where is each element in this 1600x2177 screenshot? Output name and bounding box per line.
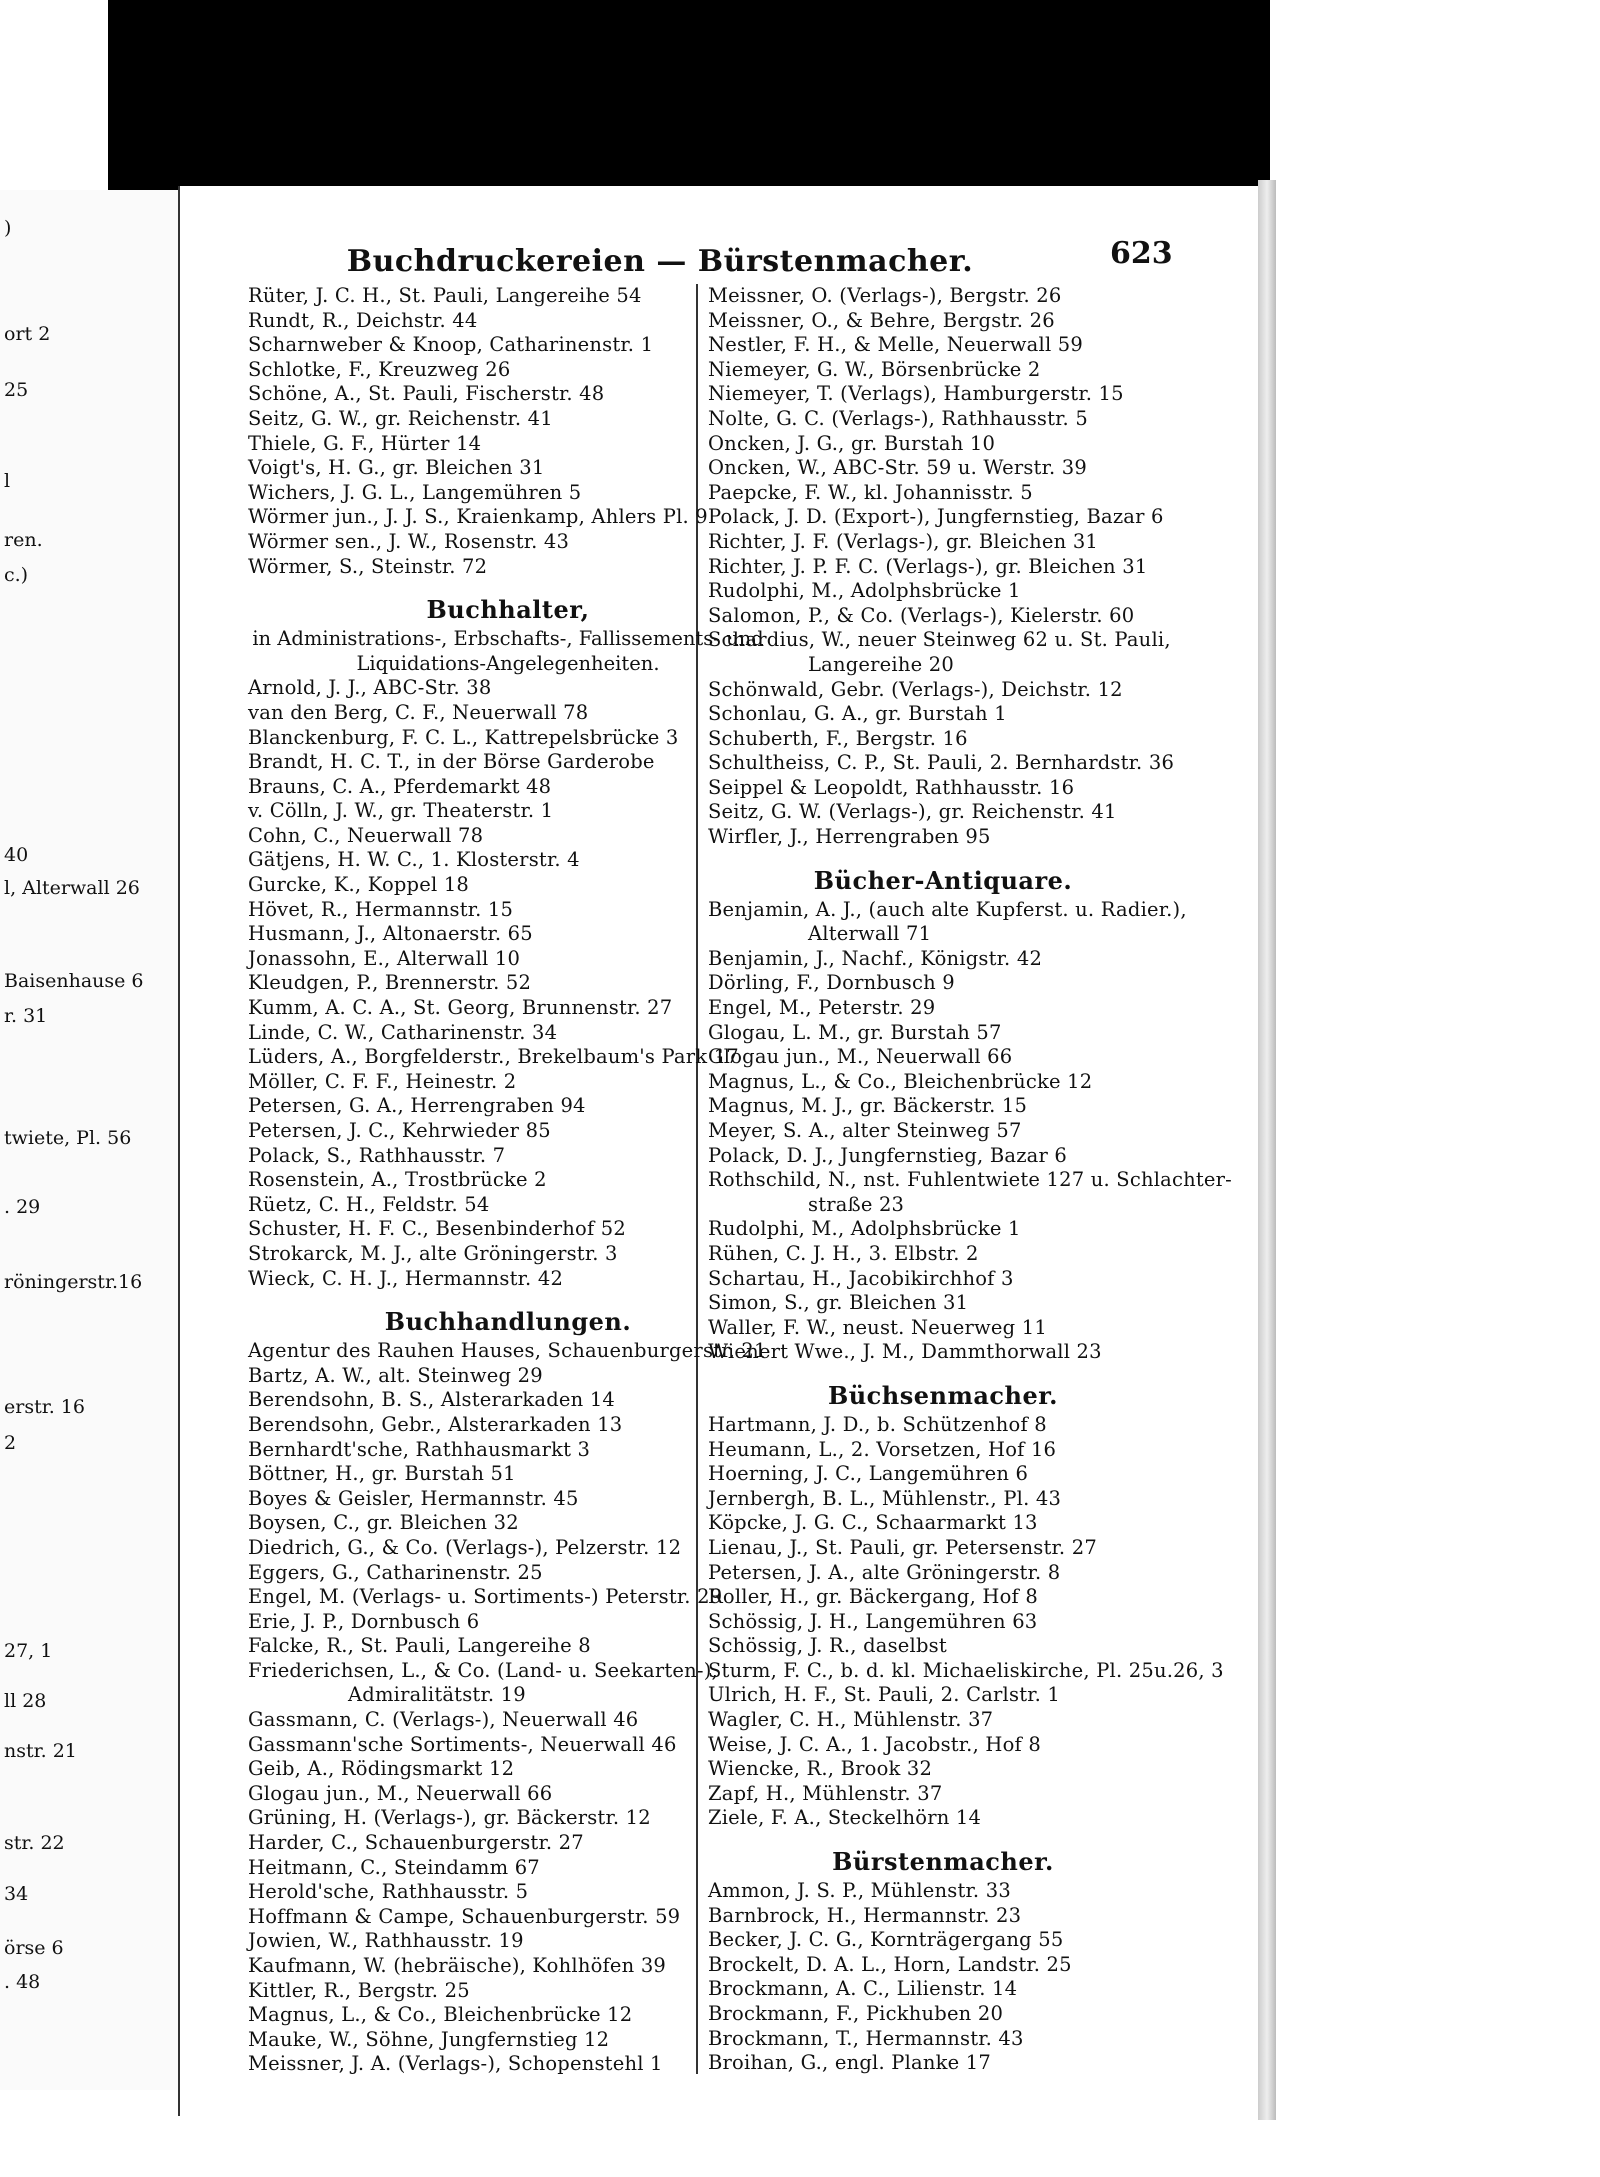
list-item: Becker, J. C. G., Kornträgergang 55 [708,1928,1064,1952]
left-top-entries [248,284,768,579]
list-item: Magnus, L., & Co., Bleichenbrücke 12 [708,1069,1093,1093]
list-item: Niemeyer, T. (Verlags), Hamburgerstr. 15 [708,382,1124,406]
list-item: Wienert Wwe., J. M., Dammthorwall 23 [708,1340,1102,1364]
list-item: Nolte, G. C. (Verlags-), Rathhausstr. 5 [708,406,1088,430]
list-item: Petersen, G. A., Herrengraben 94 [248,1094,586,1118]
list-item: Brockmann, A. C., Lilienstr. 14 [708,1977,1018,2001]
list-item: Schonlau, G. A., gr. Burstah 1 [708,702,1007,726]
left-column [248,284,768,2077]
list-item: Boyes & Geisler, Hermannstr. 45 [248,1486,579,1510]
section-title-antiquare: Bücher-Antiquare. [813,865,1073,895]
list-item: Glogau jun., M., Neuerwall 66 [708,1045,1013,1069]
list-item: Schardius, W., neuer Steinweg 62 u. St. Pauli, [708,628,1171,652]
list-item: Grüning, H. (Verlags-), gr. Bäckerstr. 12 [248,1806,651,1830]
list-item: Thiele, G. F., Hürter 14 [248,431,482,455]
list-item: Berendsohn, B. S., Alsterarkaden 14 [248,1388,616,1412]
list-item: Broihan, G., engl. Planke 17 [708,2051,991,2075]
list-item: Polack, S., Rathhausstr. 7 [248,1143,506,1167]
list-item: Kaufmann, W. (hebräische), Kohlhöfen 39 [248,1954,667,1977]
list-item: Ulrich, H. F., St. Pauli, 2. Carlstr. 1 [708,1683,1061,1707]
list-item: Schuberth, F., Bergstr. 16 [708,726,968,750]
previous-page-fragment: . 48 [4,1971,41,1994]
list-item: Brauns, C. A., Pferdemarkt 48 [248,774,552,798]
list-item: Agentur des Rauhen Hauses, Schauenburgerstr. 21 [248,1339,767,1363]
list-item: Wagler, C. H., Mühlenstr. 37 [708,1708,994,1732]
scan-border-corner [0,0,108,190]
list-item: Arnold, J. J., ABC-Str. 38 [248,676,492,700]
list-item: Blanckenburg, F. C. L., Kattrepelsbrücke 3 [248,725,679,749]
list-item: Schuster, H. F. C., Besenbinderhof 52 [248,1217,626,1241]
list-item: Wörmer sen., J. W., Rosenstr. 43 [248,529,570,553]
previous-page-fragment: röningerstr.16 [4,1271,143,1294]
list-item: Hoffmann & Campe, Schauenburgerstr. 59 [248,1904,681,1928]
list-item: Heitmann, C., Steindamm 67 [248,1855,540,1879]
list-item: Husmann, J., Altonaerstr. 65 [248,922,533,946]
buchhalter-entries [248,676,768,1291]
list-item: Paepcke, F. W., kl. Johannisstr. 5 [708,480,1033,504]
list-item: Bartz, A. W., alt. Steinweg 29 [248,1363,543,1387]
page-header-title: Buchdruckereien — Bürstenmacher. [346,244,974,279]
list-item: Rothschild, N., nst. Fuhlentwiete 127 u. Schlachter- [708,1168,1232,1192]
list-item: Meyer, S. A., alter Steinweg 57 [708,1119,1022,1142]
page-edge-shadow [1258,180,1276,2120]
previous-page-fragment: twiete, Pl. 56 [4,1127,132,1150]
previous-page-fragment: Baisenhause 6 [4,970,144,993]
list-item: Schultheiss, C. P., St. Pauli, 2. Bernhardstr. 36 [708,751,1175,775]
previous-page-fragment: 2 [4,1431,17,1454]
list-item: Voigt's, H. G., gr. Bleichen 31 [248,456,545,480]
previous-page-fragment: l [4,470,11,493]
list-item: Sturm, F. C., b. d. kl. Michaeliskirche, Pl. 25u.26, 3 [708,1658,1224,1682]
buechsenmacher-entries [708,1412,1224,1831]
section-title-buchhandlungen: Buchhandlungen. [384,1307,632,1337]
list-item: Gassmann'sche Sortiments-, Neuerwall 46 [248,1732,677,1756]
list-item: Böttner, H., gr. Burstah 51 [248,1462,516,1486]
list-item: Nestler, F. H., & Melle, Neuerwall 59 [708,333,1083,357]
list-item: Richter, J. P. F. C. (Verlags-), gr. Bleichen 31 [708,554,1148,578]
list-item: Glogau jun., M., Neuerwall 66 [248,1781,553,1805]
list-item: Kleudgen, P., Brennerstr. 52 [248,971,532,995]
section-title-buchhalter: Buchhalter, [426,595,590,625]
list-item: Wiencke, R., Brook 32 [708,1757,933,1781]
list-item: Kittler, R., Bergstr. 25 [248,1978,470,2002]
list-item: Boysen, C., gr. Bleichen 32 [248,1511,519,1535]
list-item: Zapf, H., Mühlenstr. 37 [708,1781,943,1805]
previous-page-edge [0,190,182,2090]
page [178,186,1276,2116]
list-item: Brockmann, F., Pickhuben 20 [708,2002,1004,2025]
list-item: Oncken, W., ABC-Str. 59 u. Werstr. 39 [708,456,1087,480]
list-item: Gassmann, C. (Verlags-), Neuerwall 46 [248,1708,639,1732]
list-item: Strokarck, M. J., alte Gröningerstr. 3 [248,1241,618,1265]
list-item: Scharnweber & Knoop, Catharinenstr. 1 [248,333,654,357]
list-item: straße 23 [808,1192,905,1216]
list-item: Wörmer jun., J. J. S., Kraienkamp, Ahlers Pl. 9 [248,505,708,529]
list-item: Schössig, J. R., daselbst [708,1634,947,1658]
right-column [708,284,1232,2076]
list-item: Linde, C. W., Catharinenstr. 34 [248,1020,558,1044]
list-item: Diedrich, G., & Co. (Verlags-), Pelzerstr. 12 [248,1535,682,1559]
list-item: Seitz, G. W. (Verlags-), gr. Reichenstr. 41 [708,800,1117,824]
previous-page-fragment: 34 [4,1882,29,1905]
list-item: Hoerning, J. C., Langemühren 6 [708,1462,1029,1486]
list-item: Jonassohn, E., Alterwall 10 [248,946,521,970]
list-item: Eggers, G., Catharinenstr. 25 [248,1560,543,1584]
list-item: Geib, A., Rödingsmarkt 12 [248,1757,515,1781]
list-item: Rudolphi, M., Adolphsbrücke 1 [708,1217,1021,1241]
list-item: Wichers, J. G. L., Langemühren 5 [248,480,582,504]
previous-page-fragment: r. 31 [4,1005,48,1028]
right-top-entries [708,284,1178,850]
list-item: Richter, J. F. (Verlags-), gr. Bleichen 31 [708,529,1099,553]
list-item: Meissner, J. A. (Verlags-), Schopenstehl 1 [248,2052,663,2076]
list-item: Salomon, P., & Co. (Verlags-), Kielerstr. 60 [708,603,1135,627]
list-item: Schlotke, F., Kreuzweg 26 [248,357,511,381]
list-item: Admiralitätstr. 19 [348,1683,526,1707]
list-item: Brockmann, T., Hermannstr. 43 [708,2026,1024,2050]
list-item: Rühen, C. J. H., 3. Elbstr. 2 [708,1241,979,1265]
buerstenmacher-entries [708,1879,1178,2076]
list-item: Ammon, J. S. P., Mühlenstr. 33 [708,1879,1011,1903]
list-item: Glogau, L. M., gr. Burstah 57 [708,1020,1002,1044]
list-item: Köpcke, J. G. C., Schaarmarkt 13 [708,1511,1038,1535]
previous-page-fragment: 40 [4,843,29,866]
list-item: Berendsohn, Gebr., Alsterarkaden 13 [248,1412,623,1436]
list-item: Wieck, C. H. J., Hermannstr. 42 [248,1266,564,1290]
list-item: Kumm, A. C. A., St. Georg, Brunnenstr. 27 [248,996,673,1020]
list-item: Engel, M., Peterstr. 29 [708,996,936,1020]
list-item: Magnus, M. J., gr. Bäckerstr. 15 [708,1094,1028,1118]
previous-page-fragment: . 29 [4,1196,41,1219]
section-subtitle: Liquidations-Angelegenheiten. [356,651,660,675]
list-item: Hartmann, J. D., b. Schützenhof 8 [708,1412,1047,1436]
previous-page-fragment: str. 22 [4,1831,65,1854]
list-item: Petersen, J. A., alte Gröningerstr. 8 [708,1560,1061,1584]
list-item: Schössig, J. H., Langemühren 63 [708,1609,1038,1633]
list-item: Rosenstein, A., Trostbrücke 2 [248,1168,547,1192]
previous-page-fragment: nstr. 21 [4,1740,77,1763]
previous-page-fragment: 27, 1 [4,1640,53,1663]
list-item: Seitz, G. W., gr. Reichenstr. 41 [248,406,553,430]
list-item: v. Cölln, J. W., gr. Theaterstr. 1 [248,799,554,823]
list-item: Meissner, O. (Verlags-), Bergstr. 26 [708,284,1062,307]
list-item: Ziele, F. A., Steckelhörn 14 [708,1806,982,1830]
list-item: Meissner, O., & Behre, Bergstr. 26 [708,308,1055,332]
list-item: Jowien, W., Rathhausstr. 19 [248,1929,524,1953]
list-item: Wörmer, S., Steinstr. 72 [248,554,488,578]
list-item: Friederichsen, L., & Co. (Land- u. Seekarten-), [248,1658,718,1682]
previous-page-fragment: ren. [4,529,43,552]
section-title-buerstenmacher: Bürstenmacher. [832,1847,1054,1877]
list-item: Lienau, J., St. Pauli, gr. Petersenstr. 27 [708,1535,1097,1559]
list-item: Engel, M. (Verlags- u. Sortiments-) Peterstr. 29 [248,1585,723,1609]
list-item: Bernhardt'sche, Rathhausmarkt 3 [248,1437,591,1461]
list-item: Harder, C., Schauenburgerstr. 27 [248,1831,584,1855]
list-item: Barnbrock, H., Hermannstr. 23 [708,1903,1022,1927]
list-item: Dörling, F., Dornbusch 9 [708,971,955,995]
page-number: 623 [1110,236,1173,271]
list-item: Brockelt, D. A. L., Horn, Landstr. 25 [708,1952,1072,1976]
list-item: Benjamin, J., Nachf., Königstr. 42 [708,946,1043,970]
list-item: Hövet, R., Hermannstr. 15 [248,897,514,921]
list-item: Seippel & Leopoldt, Rathhausstr. 16 [708,775,1075,799]
list-item: Polack, J. D. (Export-), Jungfernstieg, Bazar 6 [708,505,1164,529]
list-item: Möller, C. F. F., Heinestr. 2 [248,1069,517,1093]
list-item: Heumann, L., 2. Vorsetzen, Hof 16 [708,1437,1057,1461]
list-item: Jernbergh, B. L., Mühlenstr., Pl. 43 [708,1486,1062,1510]
scan-margin-right [1270,0,1600,2177]
previous-page-fragment: l, Alterwall 26 [4,877,140,900]
list-item: Rundt, R., Deichstr. 44 [248,308,478,332]
previous-page-fragment: erstr. 16 [4,1396,85,1419]
list-item: Schönwald, Gebr. (Verlags-), Deichstr. 12 [708,677,1123,701]
list-item: Falcke, R., St. Pauli, Langereihe 8 [248,1634,591,1658]
list-item: Wirfler, J., Herrengraben 95 [708,825,991,849]
list-item: Benjamin, A. J., (auch alte Kupferst. u. Radier.), [708,897,1187,921]
list-item: Weise, J. C. A., 1. Jacobstr., Hof 8 [708,1732,1041,1756]
list-item: Gätjens, H. W. C., 1. Klosterstr. 4 [248,848,580,872]
previous-page-fragment: 25 [4,379,29,402]
list-item: Erie, J. P., Dornbusch 6 [248,1609,480,1633]
list-item: Rüetz, C. H., Feldstr. 54 [248,1192,490,1216]
section-title-buechsenmacher: Büchsenmacher. [827,1380,1059,1410]
list-item: Mauke, W., Söhne, Jungfernstieg 12 [248,2027,610,2051]
list-item: Herold'sche, Rathhausstr. 5 [248,1880,529,1904]
antiquare-entries [708,897,1232,1365]
buchhandlungen-entries [248,1339,768,2077]
previous-page-fragment: ll 28 [4,1690,47,1713]
list-item: Petersen, J. C., Kehrwieder 85 [248,1119,551,1142]
list-item: Langereihe 20 [808,652,954,676]
list-item: Simon, S., gr. Bleichen 31 [708,1291,969,1315]
previous-page-fragment: c.) [4,564,29,587]
list-item: Oncken, J. G., gr. Burstah 10 [708,431,996,455]
list-item: Alterwall 71 [808,922,932,946]
list-item: Roller, H., gr. Bäckergang, Hof 8 [708,1585,1038,1609]
list-item: Schöne, A., St. Pauli, Fischerstr. 48 [248,382,605,406]
section-subtitle: in Administrations-, Erbschafts-, Fallissements- und [252,627,764,651]
list-item: Schartau, H., Jacobikirchhof 3 [708,1266,1014,1290]
list-item: Brandt, H. C. T., in der Börse Garderobe [248,750,655,774]
previous-page-fragment: ) [4,217,12,240]
previous-page-fragment: örse 6 [4,1937,64,1960]
list-item: Rüter, J. C. H., St. Pauli, Langereihe 54 [248,284,642,307]
previous-page-fragment: ort 2 [4,323,51,346]
list-item: Polack, D. J., Jungfernstieg, Bazar 6 [708,1143,1068,1167]
list-item: Waller, F. W., neust. Neuerweg 11 [708,1315,1047,1339]
list-item: Gurcke, K., Koppel 18 [248,873,470,897]
list-item: Magnus, L., & Co., Bleichenbrücke 12 [248,2003,633,2027]
list-item: Lüders, A., Borgfelderstr., Brekelbaum's Park 17 [248,1045,739,1069]
list-item: van den Berg, C. F., Neuerwall 78 [248,700,589,724]
list-item: Rudolphi, M., Adolphsbrücke 1 [708,579,1021,603]
list-item: Niemeyer, G. W., Börsenbrücke 2 [708,357,1041,381]
list-item: Cohn, C., Neuerwall 78 [248,823,484,847]
